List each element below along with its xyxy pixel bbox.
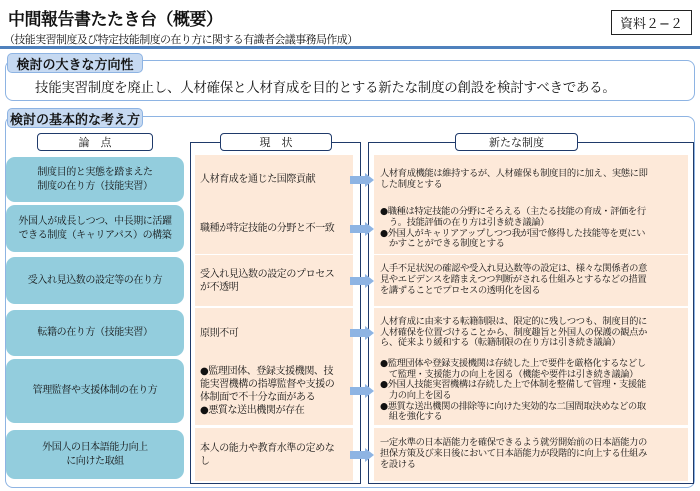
issue-cell: 受入れ見込数の設定等の在り方 bbox=[6, 257, 184, 304]
arrow-right-icon bbox=[350, 173, 374, 187]
column-header-issues: 論 点 bbox=[37, 133, 153, 151]
current-cell: 職種が特定技能の分野と不一致 bbox=[195, 203, 353, 254]
new-cell: 一定水準の日本語能力を確保できるよう就労開始前の日本語能力の 担保方策及び来日後において日本語能力が段階的に向上する仕組み を設ける bbox=[374, 428, 688, 481]
column-header-new: 新たな制度 bbox=[455, 133, 578, 151]
new-cell: 人手不足状況の確認や受入れ見込数等の設定は、様々な関係者の意 見やエビデンスを踏まえつつ判断がされる仕組みとするなどの措置 を講ずることでプロセスの透明化を図る bbox=[374, 255, 688, 306]
new-cell: 人材育成に由来する転籍制限は、限定的に残しつつも、制度目的に 人材確保を位置づけることから、制度趣旨と外国人の保護の観点か ら、従来より緩和する（転籍制限の在り方は引き続き議論） bbox=[374, 308, 688, 358]
current-cell: 原則不可 bbox=[195, 308, 353, 358]
page-subtitle: （技能実習制度及び特定技能制度の在り方に関する有識者会議事務局作成） bbox=[4, 33, 358, 46]
current-cell: 本人の能力や教育水準の定めな し bbox=[195, 428, 353, 481]
issue-cell: 制度目的と実態を踏まえた 制度の在り方（技能実習） bbox=[6, 157, 184, 202]
new-cell: ●監理団体や登録支援機関は存続した上で要件を厳格化するなどし て監理・支援能力の向上を図る（機能や要件は引き続き議論） ●外国人技能実習機構は存続した上で体制を整備して管理・支援能 力の向上を図る ●悪質な送出機関の排除等に向けた実効的な二国間取決めなどの取 組を強化する bbox=[374, 357, 688, 425]
current-cell: ●監理団体、登録支援機関、技 能実習機構の指導監督や支援の 体制面で不十分な面がある ●悪質な送出機関が存在 bbox=[195, 357, 353, 425]
arrow-right-icon bbox=[350, 448, 374, 462]
arrow-right-icon bbox=[350, 326, 374, 340]
arrow-right-icon bbox=[350, 384, 374, 398]
basics-heading: 検討の基本的な考え方 bbox=[7, 108, 143, 128]
arrow-right-icon bbox=[350, 222, 374, 236]
issue-cell: 管理監督や支援体制の在り方 bbox=[6, 359, 184, 423]
title-rule bbox=[0, 46, 700, 49]
direction-heading: 検討の大きな方向性 bbox=[7, 53, 143, 73]
arrow-right-icon bbox=[350, 274, 374, 288]
direction-text: 技能実習制度を廃止し、人材確保と人材育成を目的とする新たな制度の創設を検討すべきである。 bbox=[35, 80, 616, 96]
page-title: 中間報告書たたき台（概要） bbox=[8, 10, 223, 30]
document-badge: 資料２−２ bbox=[611, 10, 692, 35]
current-cell: 受入れ見込数の設定のプロセス が不透明 bbox=[195, 255, 353, 306]
new-cell: 人材育成機能は維持するが、人材確保も制度目的に加え、実態に即 した制度とする bbox=[374, 155, 688, 204]
current-cell: 人材育成を通じた国際貢献 bbox=[195, 155, 353, 204]
new-cell: ●職種は特定技能の分野にそろえる（主たる技能の育成・評価を行 う。技能評価の在り方は引き続き議論） ●外国人がキャリアアップしつつ我が国で修得した技能等を更にい かすことができる制度とする bbox=[374, 203, 688, 254]
column-header-current: 現 状 bbox=[220, 133, 332, 151]
issue-cell: 転籍の在り方（技能実習） bbox=[6, 310, 184, 356]
issue-cell: 外国人の日本語能力向上 に向けた取組 bbox=[6, 430, 184, 479]
issue-cell: 外国人が成長しつつ、中長期に活躍 できる制度（キャリアパス）の構築 bbox=[6, 205, 184, 252]
